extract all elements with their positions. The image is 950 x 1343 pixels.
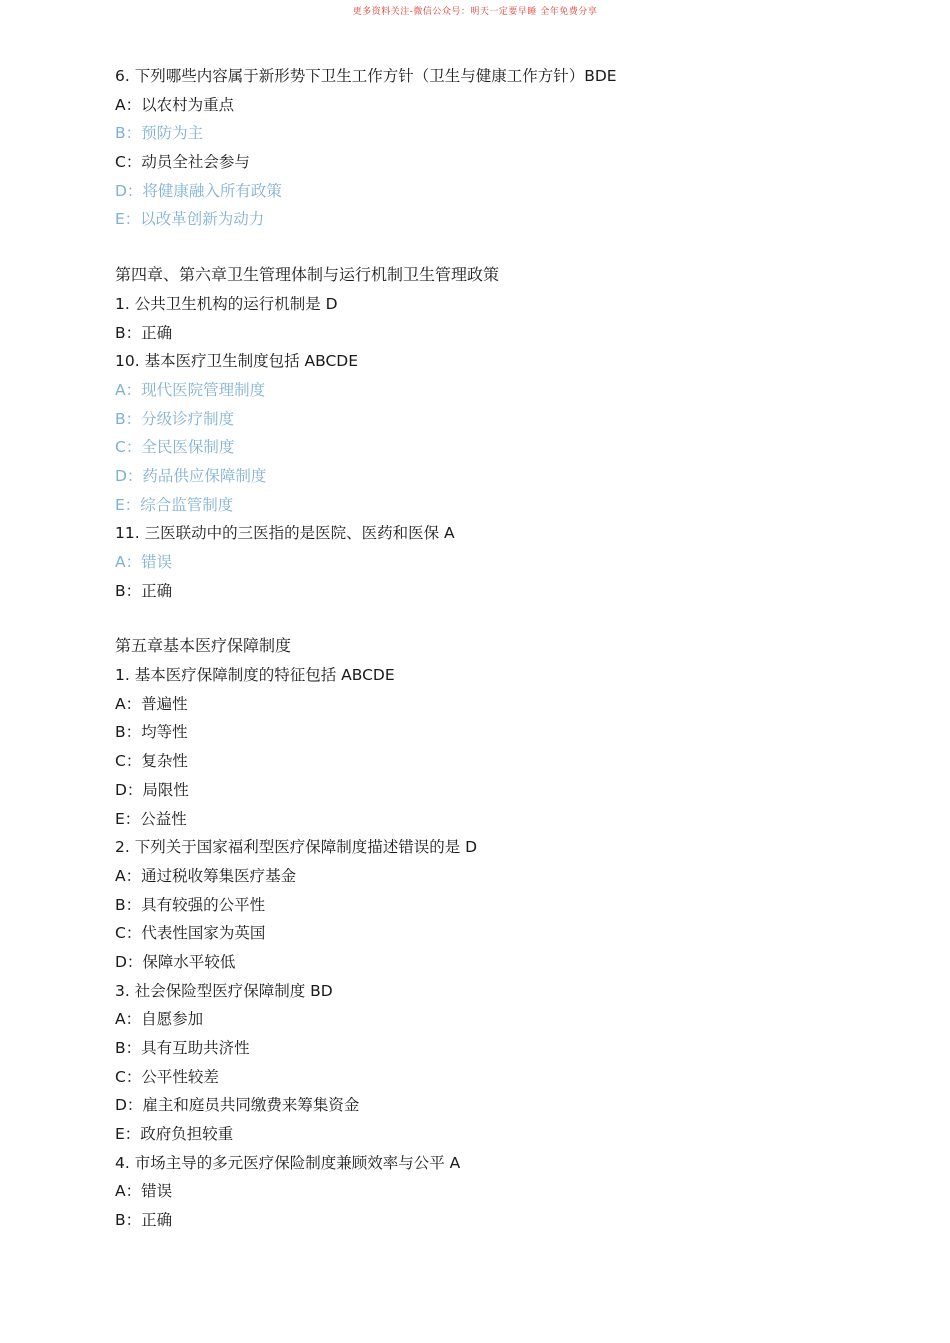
answer-option: D：雇主和庭员共同缴费来筹集资金 <box>115 1096 360 1115</box>
answer-option: A：以农村为重点 <box>115 95 235 114</box>
section-title: 第五章基本医疗保障制度 <box>115 636 292 656</box>
answer-option-highlighted: D：药品供应保障制度 <box>115 466 267 485</box>
answer-option: B：正确 <box>115 581 173 600</box>
answer-option: D：局限性 <box>115 780 189 799</box>
question-line: 1. 公共卫生机构的运行机制是 D <box>115 294 338 313</box>
answer-option-highlighted: B：预防为主 <box>115 124 204 143</box>
answer-option: C：公平性较差 <box>115 1067 219 1086</box>
answer-option: E：政府负担较重 <box>115 1125 234 1144</box>
answer-option: A：普遍性 <box>115 694 188 713</box>
header-note: 更多资料关注-微信公众号：明天一定要早睡 全年免费分享 <box>352 7 598 17</box>
section-title: 第四章、第六章卫生管理体制与运行机制卫生管理政策 <box>115 265 500 285</box>
answer-option: A：自愿参加 <box>115 1010 204 1029</box>
question-line: 11. 三医联动中的三医指的是医院、医药和医保 A <box>115 524 455 543</box>
question-line: 6. 下列哪些内容属于新形势下卫生工作方针（卫生与健康工作方针）BDE <box>115 67 617 85</box>
answer-option: A：通过税收筹集医疗基金 <box>115 866 297 885</box>
answer-option: D：保障水平较低 <box>115 952 236 971</box>
answer-option-highlighted: D：将健康融入所有政策 <box>115 181 282 200</box>
answer-option: B：正确 <box>115 323 173 342</box>
answer-option: C：复杂性 <box>115 752 188 771</box>
answer-option: C：代表性国家为英国 <box>115 924 266 943</box>
document-content <box>115 62 875 1235</box>
question-line: 2. 下列关于国家福利型医疗保障制度描述错误的是 D <box>115 838 478 857</box>
answer-option-highlighted: E：综合监管制度 <box>115 495 234 514</box>
answer-option-highlighted: E：以改革创新为动力 <box>115 210 265 229</box>
section-spacer <box>115 605 875 632</box>
answer-option: B：正确 <box>115 1211 173 1230</box>
answer-option-highlighted: C：全民医保制度 <box>115 438 235 457</box>
answer-option-highlighted: A：现代医院管理制度 <box>115 380 266 399</box>
answer-option: A：错误 <box>115 1182 173 1201</box>
answer-option: B：具有较强的公平性 <box>115 895 266 914</box>
answer-option: B：均等性 <box>115 723 188 742</box>
answer-option: C：动员全社会参与 <box>115 153 250 172</box>
answer-option: B：具有互助共济性 <box>115 1039 250 1057</box>
question-line: 4. 市场主导的多元医疗保险制度兼顾效率与公平 A <box>115 1153 461 1172</box>
question-line: 10. 基本医疗卫生制度包括 ABCDE <box>115 352 359 371</box>
question-line: 3. 社会保险型医疗保障制度 BD <box>115 981 333 1000</box>
answer-option: E：公益性 <box>115 809 187 828</box>
answer-option-highlighted: A：错误 <box>115 553 173 571</box>
section-spacer <box>115 234 875 261</box>
answer-option-highlighted: B：分级诊疗制度 <box>115 409 235 428</box>
question-line: 1. 基本医疗保障制度的特征包括 ABCDE <box>115 666 395 685</box>
